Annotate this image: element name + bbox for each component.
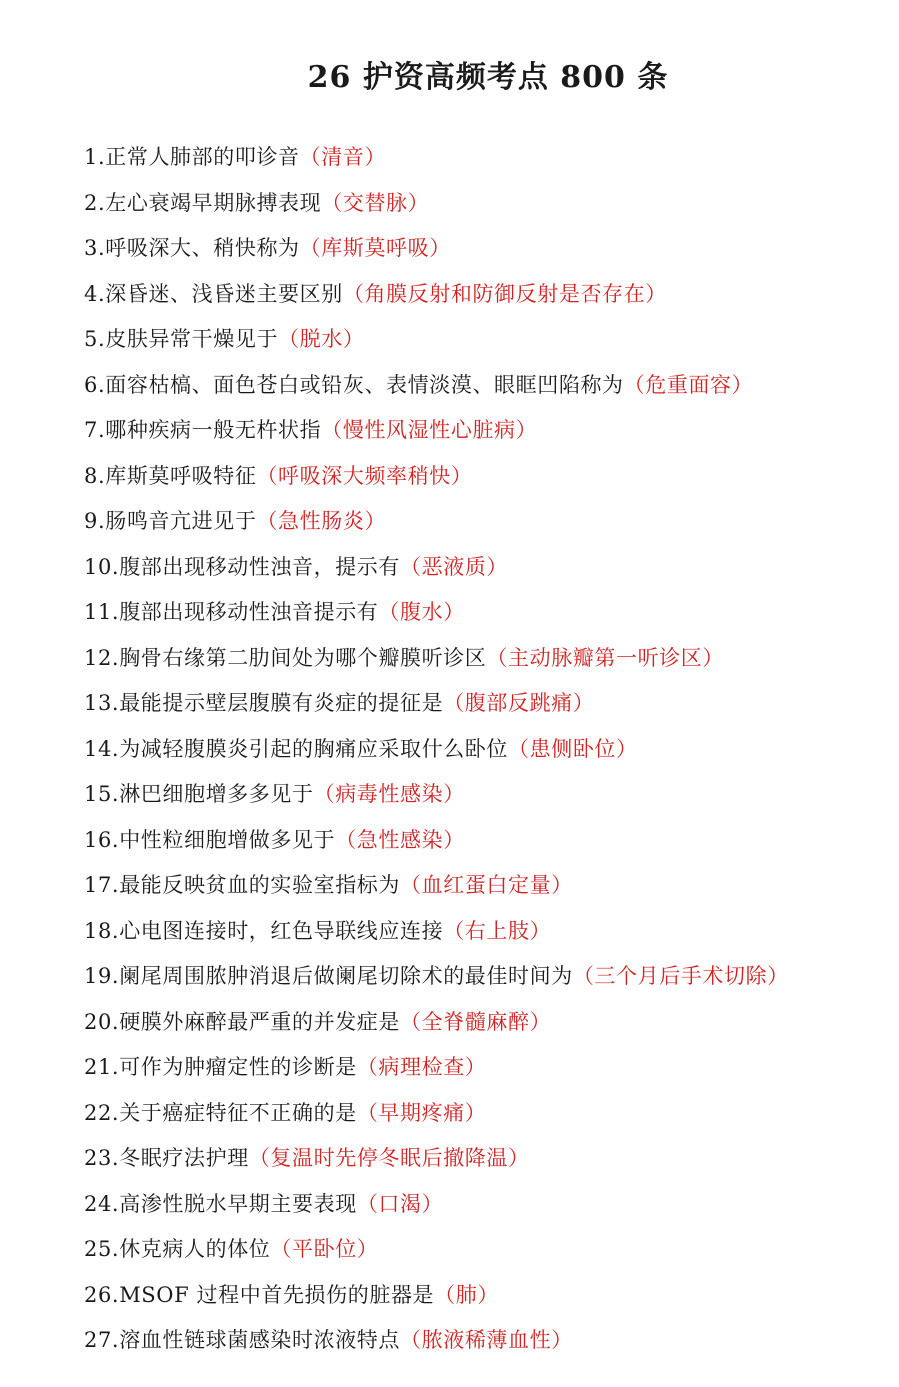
item-question: 库斯莫呼吸特征 [105, 463, 257, 488]
item-question: 为减轻腹膜炎引起的胸痛应采取什么卧位 [119, 736, 509, 761]
item-question: 硬膜外麻醉最严重的并发症是 [119, 1009, 401, 1034]
item-number: 4. [84, 281, 106, 306]
item-answer: （三个月后手术切除） [572, 964, 789, 988]
item-question: 哪种疾病一般无杵状指 [105, 418, 322, 442]
item-number: 5. [84, 327, 106, 351]
item-answer: （腹部反跳痛） [443, 691, 595, 715]
item-number: 13. [84, 691, 120, 715]
item-question: 左心衰竭早期脉搏表现 [105, 190, 322, 215]
list-item [84, 1140, 789, 1186]
item-question: 正常人肺部的叩诊音 [105, 145, 300, 169]
item-answer: （口渴） [356, 1191, 444, 1216]
item-question: 可作为肿瘤定性的诊断是 [119, 1055, 357, 1079]
item-answer: （急性感染） [335, 827, 465, 852]
item-number: 15. [84, 782, 120, 806]
item-question: 阑尾周围脓肿消退后做阑尾切除术的最佳时间为 [119, 964, 573, 988]
item-number: 7. [84, 418, 106, 442]
list-item [84, 1231, 789, 1277]
item-question: 冬眠疗法护理 [119, 1146, 249, 1170]
item-number: 1. [84, 145, 106, 169]
item-number: 22. [84, 1100, 120, 1125]
item-number: 17. [84, 873, 120, 897]
item-answer: （病理检查） [356, 1055, 487, 1079]
item-number: 8. [84, 463, 106, 488]
item-answer: （患侧卧位） [508, 736, 638, 761]
page-title: 26 护资高频考点 800 条 [307, 60, 669, 95]
list-item [84, 1004, 789, 1050]
list-item [84, 458, 789, 504]
item-number: 27. [84, 1328, 120, 1352]
item-number: 14. [84, 736, 120, 761]
item-number: 3. [84, 236, 106, 260]
item-answer: （脓液稀薄血性） [400, 1328, 573, 1352]
item-answer: （脱水） [278, 327, 365, 351]
item-answer: （复温时先停冬眠后撤降温） [248, 1146, 530, 1170]
item-answer: （交替脉） [321, 190, 430, 215]
item-number: 12. [84, 645, 120, 670]
item-question: 呼吸深大、稍快称为 [105, 236, 300, 260]
item-question: 皮肤异常干燥见于 [105, 327, 279, 351]
item-question: 肠鸣音亢进见于 [105, 509, 257, 533]
item-question: 面容枯槁、面色苍白或铅灰、表情淡漠、眼眶凹陷称为 [105, 372, 624, 397]
item-number: 10. [84, 554, 120, 579]
list-item [84, 185, 789, 231]
item-number: 19. [84, 964, 120, 988]
list-item [84, 640, 789, 686]
item-answer: （早期疼痛） [356, 1100, 487, 1125]
item-answer: （恶液质） [400, 554, 509, 579]
list-item [84, 321, 789, 367]
item-number: 24. [84, 1191, 120, 1216]
item-answer: （腹水） [378, 600, 465, 624]
item-question: 溶血性链球菌感染时浓液特点 [119, 1328, 401, 1352]
item-answer: （角膜反射和防御反射是否存在） [342, 281, 667, 306]
item-number: 6. [84, 372, 106, 397]
list-item [84, 367, 789, 413]
item-question: 腹部出现移动性浊音，提示有 [119, 554, 401, 579]
item-question: 胸骨右缘第二肋间处为哪个瓣膜听诊区 [119, 645, 487, 670]
item-question: 最能提示壁层腹膜有炎症的提征是 [119, 691, 444, 715]
list-item [84, 1049, 789, 1095]
list-item [84, 1322, 789, 1368]
item-question: 高渗性脱水早期主要表现 [119, 1191, 357, 1216]
list-item [84, 594, 789, 640]
item-answer: （全脊髓麻醉） [400, 1009, 552, 1034]
list-item [84, 958, 789, 1004]
list-item [84, 822, 789, 868]
item-number: 26. [84, 1282, 120, 1307]
item-question: 深昏迷、浅昏迷主要区别 [105, 281, 343, 306]
item-answer: （血红蛋白定量） [400, 873, 573, 897]
item-question: 腹部出现移动性浊音提示有 [119, 600, 379, 624]
item-number: 16. [84, 827, 120, 852]
item-answer: （清音） [299, 145, 387, 169]
item-answer: （平卧位） [270, 1237, 379, 1261]
list-item [84, 276, 789, 322]
question-list [84, 139, 789, 1368]
list-item [84, 230, 789, 276]
list-item [84, 685, 789, 731]
item-answer: （慢性风湿性心脏病） [321, 418, 538, 442]
item-question: 淋巴细胞增多多见于 [119, 782, 314, 806]
list-item [84, 1095, 789, 1141]
item-number: 11. [84, 600, 120, 624]
item-number: 21. [84, 1055, 120, 1079]
list-item [84, 503, 789, 549]
item-number: 9. [84, 509, 106, 533]
item-answer: （右上肢） [443, 918, 552, 943]
item-question: 最能反映贫血的实验室指标为 [119, 873, 401, 897]
list-item [84, 776, 789, 822]
list-item [84, 1186, 789, 1232]
item-answer: （急性肠炎） [256, 509, 387, 533]
list-item [84, 867, 789, 913]
item-number: 2. [84, 190, 106, 215]
item-answer: （肺） [434, 1282, 499, 1307]
item-question: 心电图连接时，红色导联线应连接 [119, 918, 444, 943]
list-item [84, 731, 789, 777]
list-item [84, 412, 789, 458]
list-item [84, 549, 789, 595]
item-question: 休克病人的体位 [119, 1237, 271, 1261]
item-number: 18. [84, 918, 120, 943]
item-question: 关于癌症特征不正确的是 [119, 1100, 357, 1125]
item-answer: （主动脉瓣第一听诊区） [486, 645, 725, 670]
item-answer: （病毒性感染） [313, 782, 465, 806]
item-number: 23. [84, 1146, 120, 1170]
list-item [84, 913, 789, 959]
item-answer: （库斯莫呼吸） [299, 236, 451, 260]
list-item [84, 139, 789, 185]
item-answer: （呼吸深大频率稍快） [256, 463, 473, 488]
item-question: MSOF 过程中首先损伤的脏器是 [119, 1282, 435, 1307]
item-answer: （危重面容） [623, 372, 754, 397]
list-item [84, 1277, 789, 1323]
item-number: 20. [84, 1009, 120, 1034]
item-question: 中性粒细胞增做多见于 [119, 827, 336, 852]
item-number: 25. [84, 1237, 120, 1261]
